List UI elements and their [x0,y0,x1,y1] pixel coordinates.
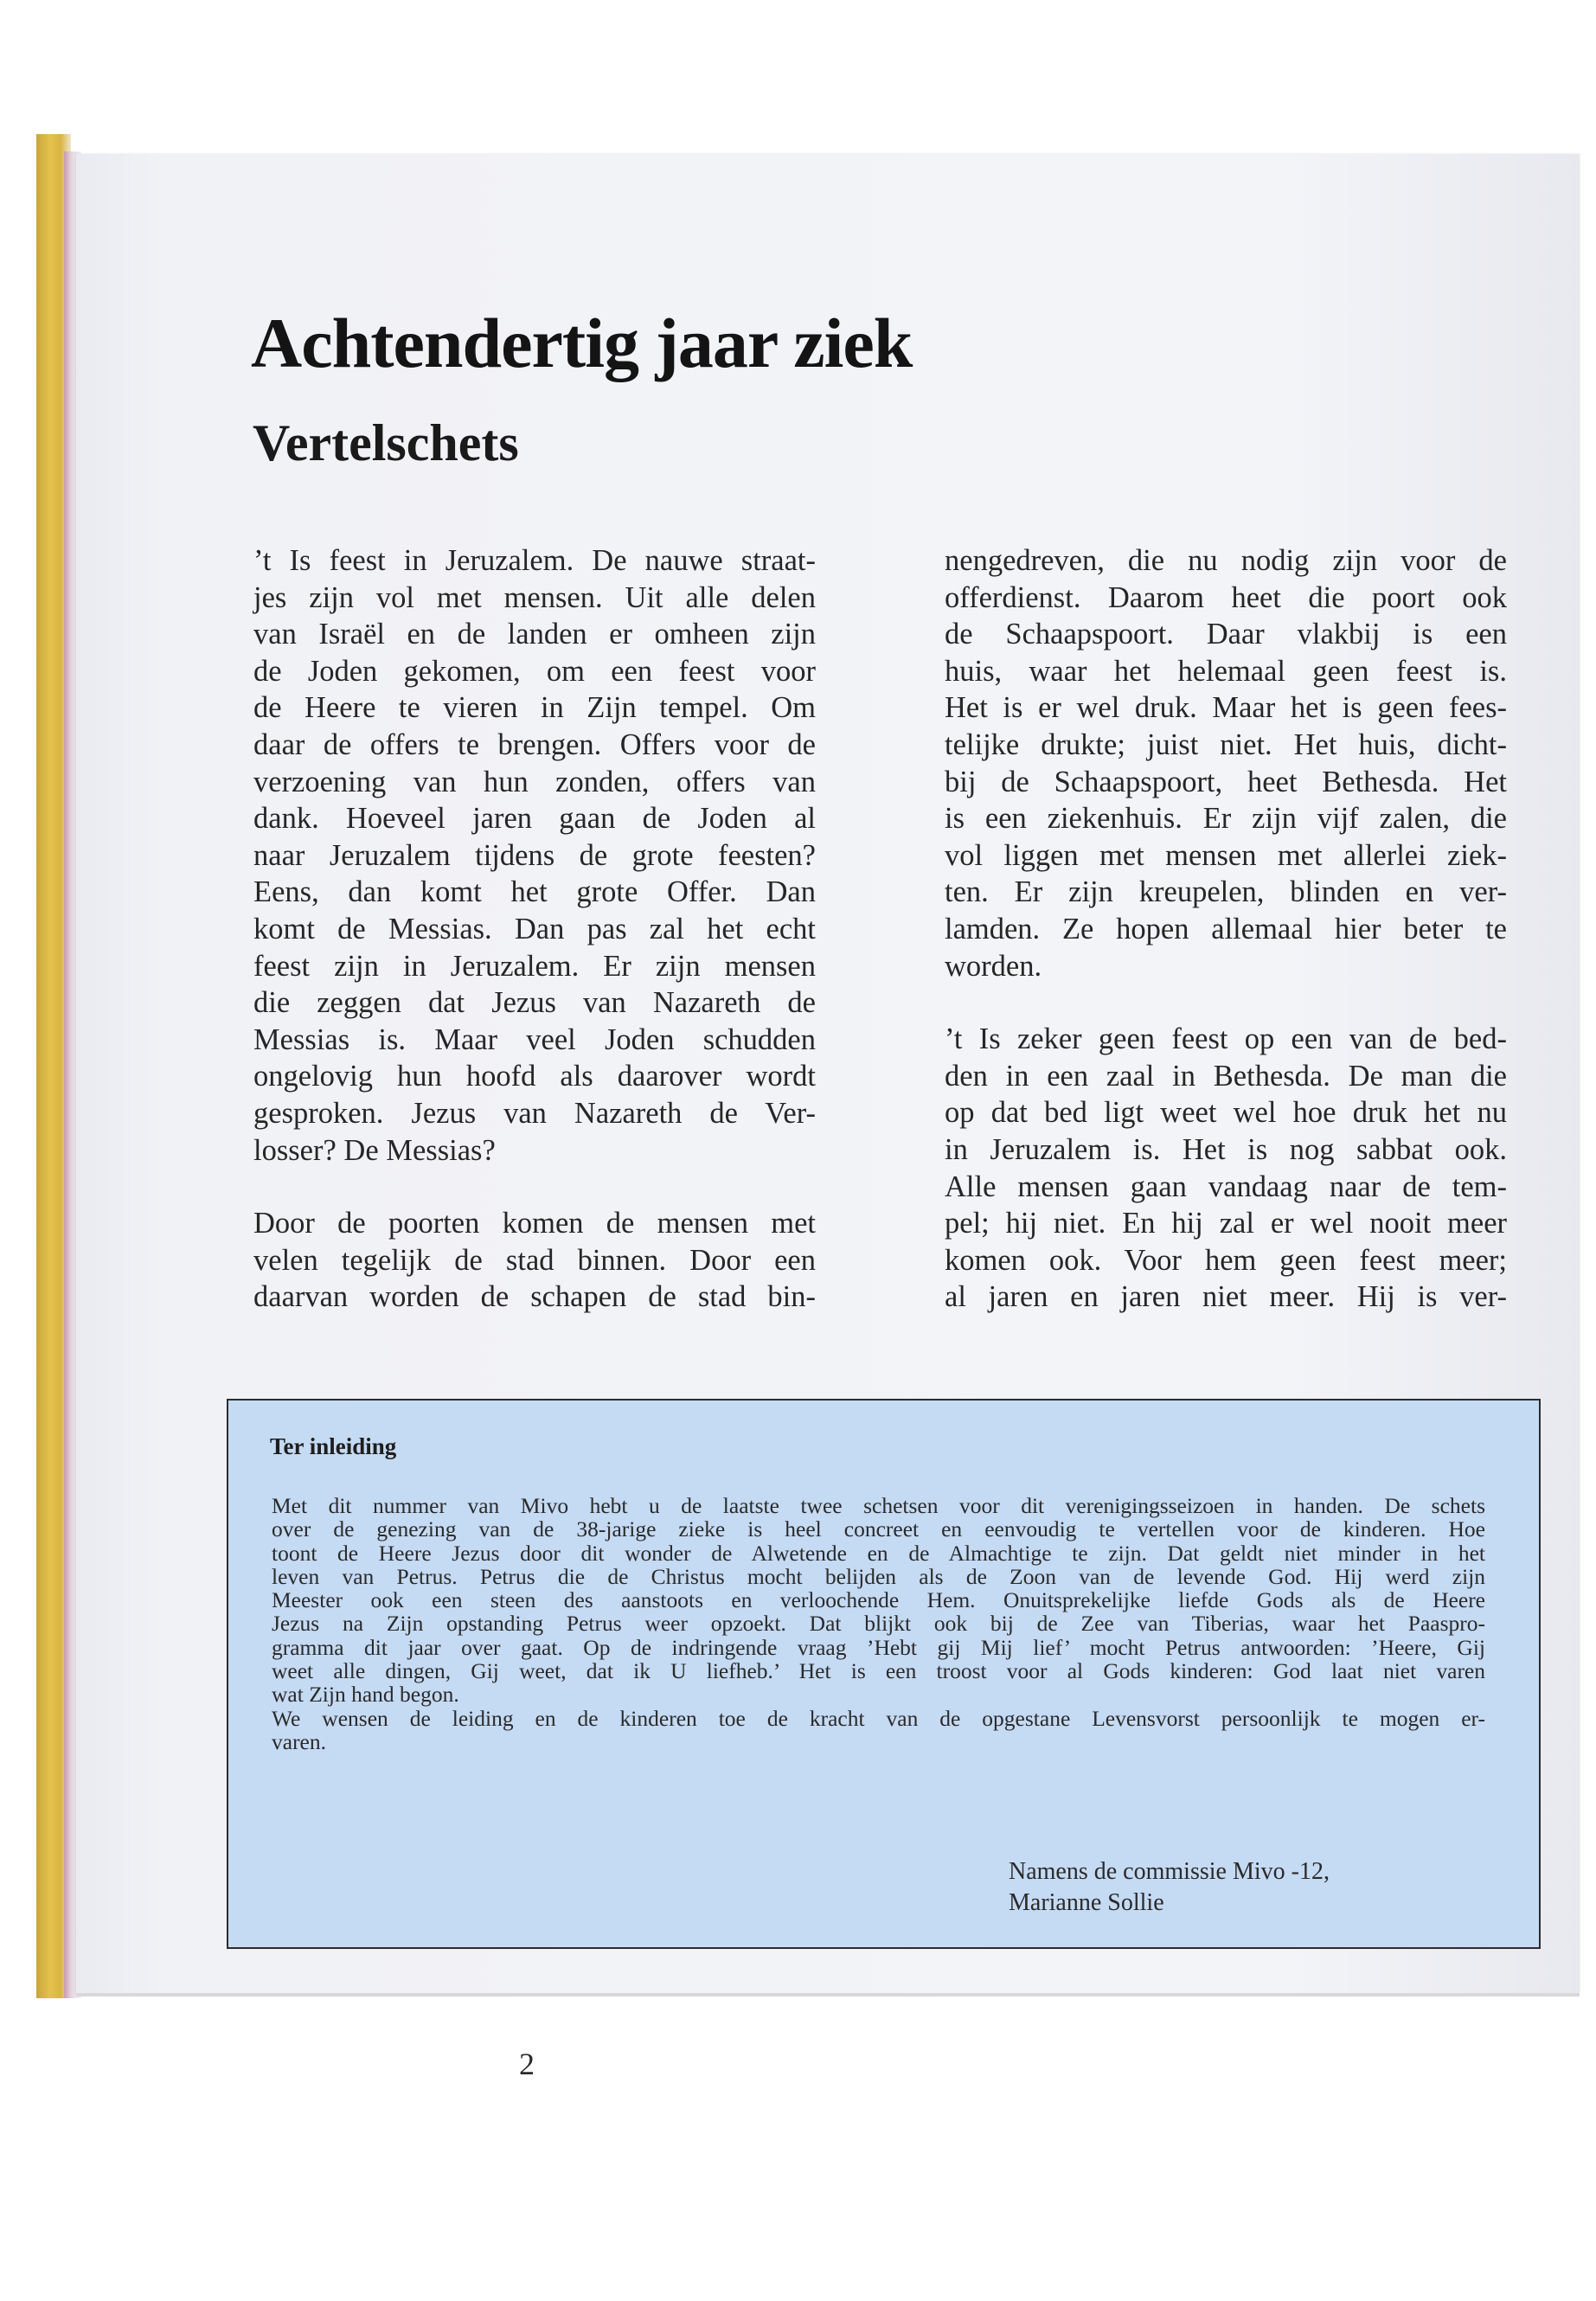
paragraph-gap [945,984,1507,1021]
paragraph-gap [253,1169,816,1205]
text-line: ten. Er zijn kreupelen, blinden en ver- [945,875,1507,909]
intro-line: Jezus na Zijn opstanding Petrus weer opzoekt. Dat blijkt ook bij de Zee van Tiberias, waar het Paaspro- [272,1611,1485,1637]
intro-line: varen. [272,1728,327,1754]
text-line: op dat bed ligt weet wel hoe druk het nu [945,1096,1507,1130]
text-line: Door de poorten komen de mensen met [253,1207,816,1240]
intro-line: toont de Heere Jezus door dit wonder de Alwetende en de Almachtige te zijn. Dat geldt niet minder in het [272,1540,1485,1566]
intro-line: over de genezing van de 38-jarige zieke is heel concreet en eenvoudig te vertellen voor de kinderen. Hoe [272,1516,1485,1542]
text-line: pel; hij niet. En hij zal er wel nooit meer [945,1207,1507,1240]
left-text-column [253,542,816,1316]
text-line: den in een zaal in Bethesda. De man die [945,1059,1507,1093]
text-line: ongelovig hun hoofd als daarover wordt [253,1060,816,1093]
text-line: verzoening van hun zonden, offers van [253,765,816,798]
text-line: al jaren en jaren niet meer. Hij is ver- [945,1280,1507,1314]
signature-committee: Namens de commissie Mivo -12, [1009,1858,1330,1885]
intro-line: gramma dit jaar over gaat. Op de indringende vraag ’Hebt gij Mij lief’ mocht Petrus antwoorden: ’Heere, Gij [272,1634,1485,1660]
text-line: nengedreven, die nu nodig zijn voor de [945,544,1507,577]
signature-name: Marianne Sollie [1009,1889,1164,1916]
text-line: Eens, dan komt het grote Offer. Dan [253,875,816,909]
text-line: jes zijn vol met mensen. Uit alle delen [253,580,816,614]
left-paragraph-2 [253,1205,816,1316]
text-line: is een ziekenhuis. Er zijn vijf zalen, die [945,802,1507,836]
page-bottom-edge [76,1993,1580,1997]
text-line: de Joden gekomen, om een feest voor [253,654,816,688]
text-line: worden. [945,949,1042,983]
text-line: ’t Is zeker geen feest op een van de bed- [945,1022,1507,1056]
right-text-column [945,542,1507,1316]
text-line: de Heere te vieren in Zijn tempel. Om [253,691,816,725]
text-line: vol liggen met mensen met allerlei ziek- [945,838,1507,872]
text-line: telijke drukte; juist niet. Het huis, dicht- [945,727,1507,761]
text-line: feest zijn in Jeruzalem. Er zijn mensen [253,949,816,983]
text-line: bij de Schaapspoort, heet Bethesda. Het [945,765,1507,798]
text-line: Messias is. Maar veel Joden schudden [253,1022,816,1056]
intro-title: Ter inleiding [270,1433,397,1459]
text-line: offerdienst. Daarom heet die poort ook [945,580,1507,614]
signature-block [1009,1856,1330,1919]
intro-line: leven van Petrus. Petrus die de Christus mocht belijden als de Zoon van de levende God. Hij werd zijn [272,1563,1485,1589]
text-line: dank. Hoeveel jaren gaan de Joden al [253,802,816,836]
intro-line: We wensen de leiding en de kinderen toe de kracht van de opgestane Levensvorst persoonlijk te mogen er- [272,1705,1485,1731]
left-paragraph-1 [253,542,816,1169]
right-paragraph-1 [945,542,1507,984]
page-number: 2 [519,2047,535,2081]
intro-body [272,1494,1485,1753]
article-title: Achtendertig jaar ziek [251,304,913,382]
text-line: ’t Is feest in Jeruzalem. De nauwe straat- [253,544,816,577]
text-line: lamden. Ze hopen allemaal hier beter te [945,912,1507,945]
intro-box [227,1399,1541,1949]
text-line: daarvan worden de schapen de stad bin- [253,1280,816,1314]
text-line: komt de Messias. Dan pas zal het echt [253,912,816,945]
text-line: de Schaapspoort. Daar vlakbij is een [945,618,1507,651]
text-line: die zeggen dat Jezus van Nazareth de [253,986,816,1020]
text-line: Het is er wel druk. Maar het is geen fees- [945,691,1507,725]
text-line: daar de offers te brengen. Offers voor de [253,727,816,761]
text-line: van Israël en de landen er omheen zijn [253,618,816,651]
article-subtitle: Vertelschets [253,414,519,471]
text-line: huis, waar het helemaal geen feest is. [945,654,1507,688]
text-line: in Jeruzalem is. Het is nog sabbat ook. [945,1132,1507,1166]
text-line: naar Jeruzalem tijdens de grote feesten? [253,838,816,872]
intro-line: Meester ook een steen des aanstoots en verloochende Hem. Onuitsprekelijke liefde Gods als de Heere [272,1587,1485,1613]
text-line: velen tegelijk de stad binnen. Door een [253,1243,816,1277]
text-line: gesproken. Jezus van Nazareth de Ver- [253,1096,816,1130]
intro-line: Met dit nummer van Mivo hebt u de laatste twee schetsen voor dit verenigingsseizoen in handen. De schets [272,1493,1485,1518]
text-line: komen ook. Voor hem geen feest meer; [945,1243,1507,1277]
right-paragraph-2 [945,1021,1507,1316]
text-line: Alle mensen gaan vandaag naar de tem- [945,1170,1507,1203]
text-line: losser? De Messias? [253,1133,496,1167]
intro-line: wat Zijn hand begon. [272,1682,459,1708]
intro-line: weet alle dingen, Gij weet, dat ik U liefheb.’ Het is een troost voor al Gods kinderen: God laat niet varen [272,1658,1485,1684]
